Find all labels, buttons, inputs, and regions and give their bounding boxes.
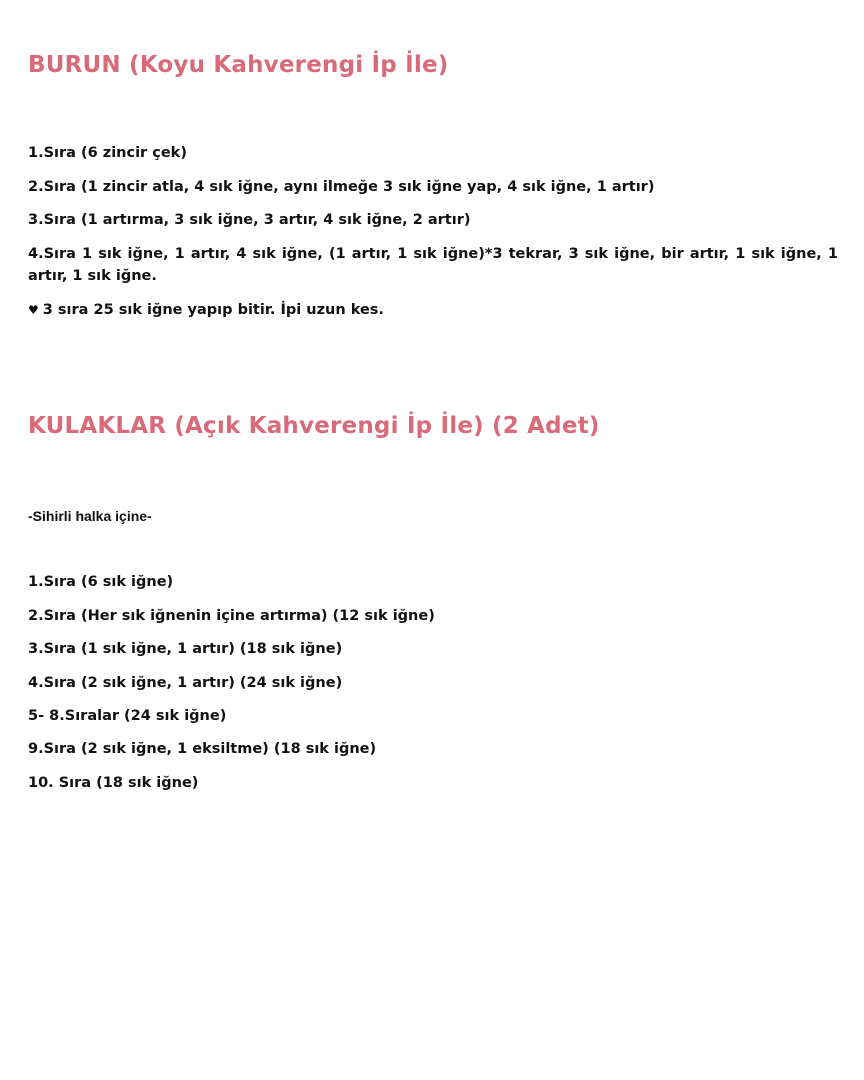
- burun-row-4: 4.Sıra 1 sık iğne, 1 artır, 4 sık iğne, (1 artır, 1 sık iğne)*3 tekrar, 3 sık iğne, bir artır, 1 sık iğne, 1 artır, 1 sık iğne.: [28, 246, 838, 284]
- burun-note: [28, 299, 838, 321]
- kulaklar-row-6: 9.Sıra (2 sık iğne, 1 eksiltme) (18 sık iğne): [28, 741, 377, 757]
- kulaklar-row-7: 10. Sıra (18 sık iğne): [28, 775, 199, 791]
- section-title-kulaklar: KULAKLAR (Açık Kahverengi İp İle) (2 Adet): [28, 413, 600, 439]
- burun-note-text: 3 sıra 25 sık iğne yapıp bitir. İpi uzun kes.: [42, 302, 384, 318]
- kulaklar-subtitle: -Sihirli halka içine-: [28, 508, 152, 524]
- kulaklar-row-1: 1.Sıra (6 sık iğne): [28, 574, 174, 590]
- heart-icon: ♥: [28, 303, 39, 317]
- kulaklar-row-5: 5- 8.Sıralar (24 sık iğne): [28, 708, 227, 724]
- burun-row-3: 3.Sıra (1 artırma, 3 sık iğne, 3 artır, 4 sık iğne, 2 artır): [28, 212, 471, 228]
- kulaklar-row-2: 2.Sıra (Her sık iğnenin içine artırma) (12 sık iğne): [28, 608, 435, 624]
- kulaklar-row-3: 3.Sıra (1 sık iğne, 1 artır) (18 sık iğne): [28, 641, 343, 657]
- section-title-burun: BURUN (Koyu Kahverengi İp İle): [28, 52, 449, 78]
- burun-row-1: 1.Sıra (6 zincir çek): [28, 145, 187, 161]
- burun-row-2: 2.Sıra (1 zincir atla, 4 sık iğne, aynı ilmeğe 3 sık iğne yap, 4 sık iğne, 1 artır): [28, 179, 655, 195]
- kulaklar-row-4: 4.Sıra (2 sık iğne, 1 artır) (24 sık iğne): [28, 675, 343, 691]
